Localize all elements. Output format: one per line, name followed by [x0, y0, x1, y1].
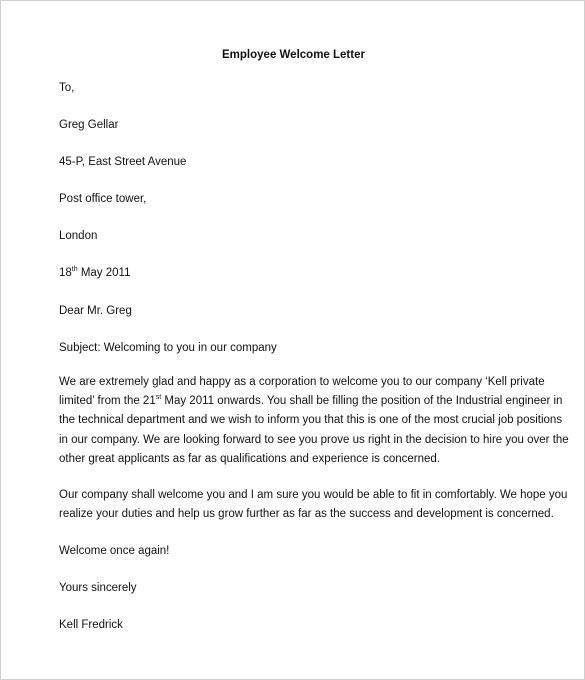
paragraph-1-line-5: other great applicants as far as qualifications and experience is concerned. — [59, 452, 441, 465]
recipient-name: Greg Gellar — [59, 119, 119, 131]
letter-title: Employee Welcome Letter — [222, 49, 365, 61]
paragraph-1-line-4: in our company. We are looking forward to see you prove us right in the decision to hire you over the — [59, 433, 569, 446]
paragraph-2-line-2: realize your duties and help us grow further as far as the success and development is concerned. — [59, 508, 554, 521]
signoff: Yours sincerely — [59, 582, 137, 594]
sender-name: Kell Fredrick — [59, 619, 123, 631]
paragraph-1-line-1: We are extremely glad and happy as a corporation to welcome you to our company ‘Kell private — [59, 376, 545, 388]
body-paragraph-1 — [59, 373, 569, 469]
date-day: 18 — [59, 267, 72, 279]
paragraph-1-ordinal-suffix: st — [155, 394, 162, 402]
paragraph-2-line-1: Our company shall welcome you and I am sure you would be able to fit in comfortably. We hope you — [59, 489, 568, 501]
paragraph-1-line-2 — [59, 392, 563, 411]
address-city: London — [59, 230, 98, 242]
paragraph-1-line-2-end: May 2011 onwards. You shall be filling the position of the Industrial engineer in — [161, 395, 563, 408]
to-line: To, — [59, 82, 75, 94]
date-suffix: th — [71, 266, 78, 274]
address-line-1: 45-P, East Street Avenue — [59, 156, 187, 168]
paragraph-1-line-3: the technical department and we wish to inform you that this is one of the most crucial job positions — [59, 414, 563, 427]
subject-line: Subject: Welcoming to you in our company — [59, 342, 277, 354]
address-line-2: Post office tower, — [59, 193, 147, 205]
paragraph-1-line-2-start: limited’ from the 21 — [59, 395, 156, 408]
closing-line: Welcome once again! — [59, 545, 170, 557]
body-paragraph-2 — [59, 486, 568, 524]
date-rest: May 2011 — [77, 267, 131, 279]
letter-date — [59, 266, 131, 280]
salutation: Dear Mr. Greg — [59, 305, 132, 317]
